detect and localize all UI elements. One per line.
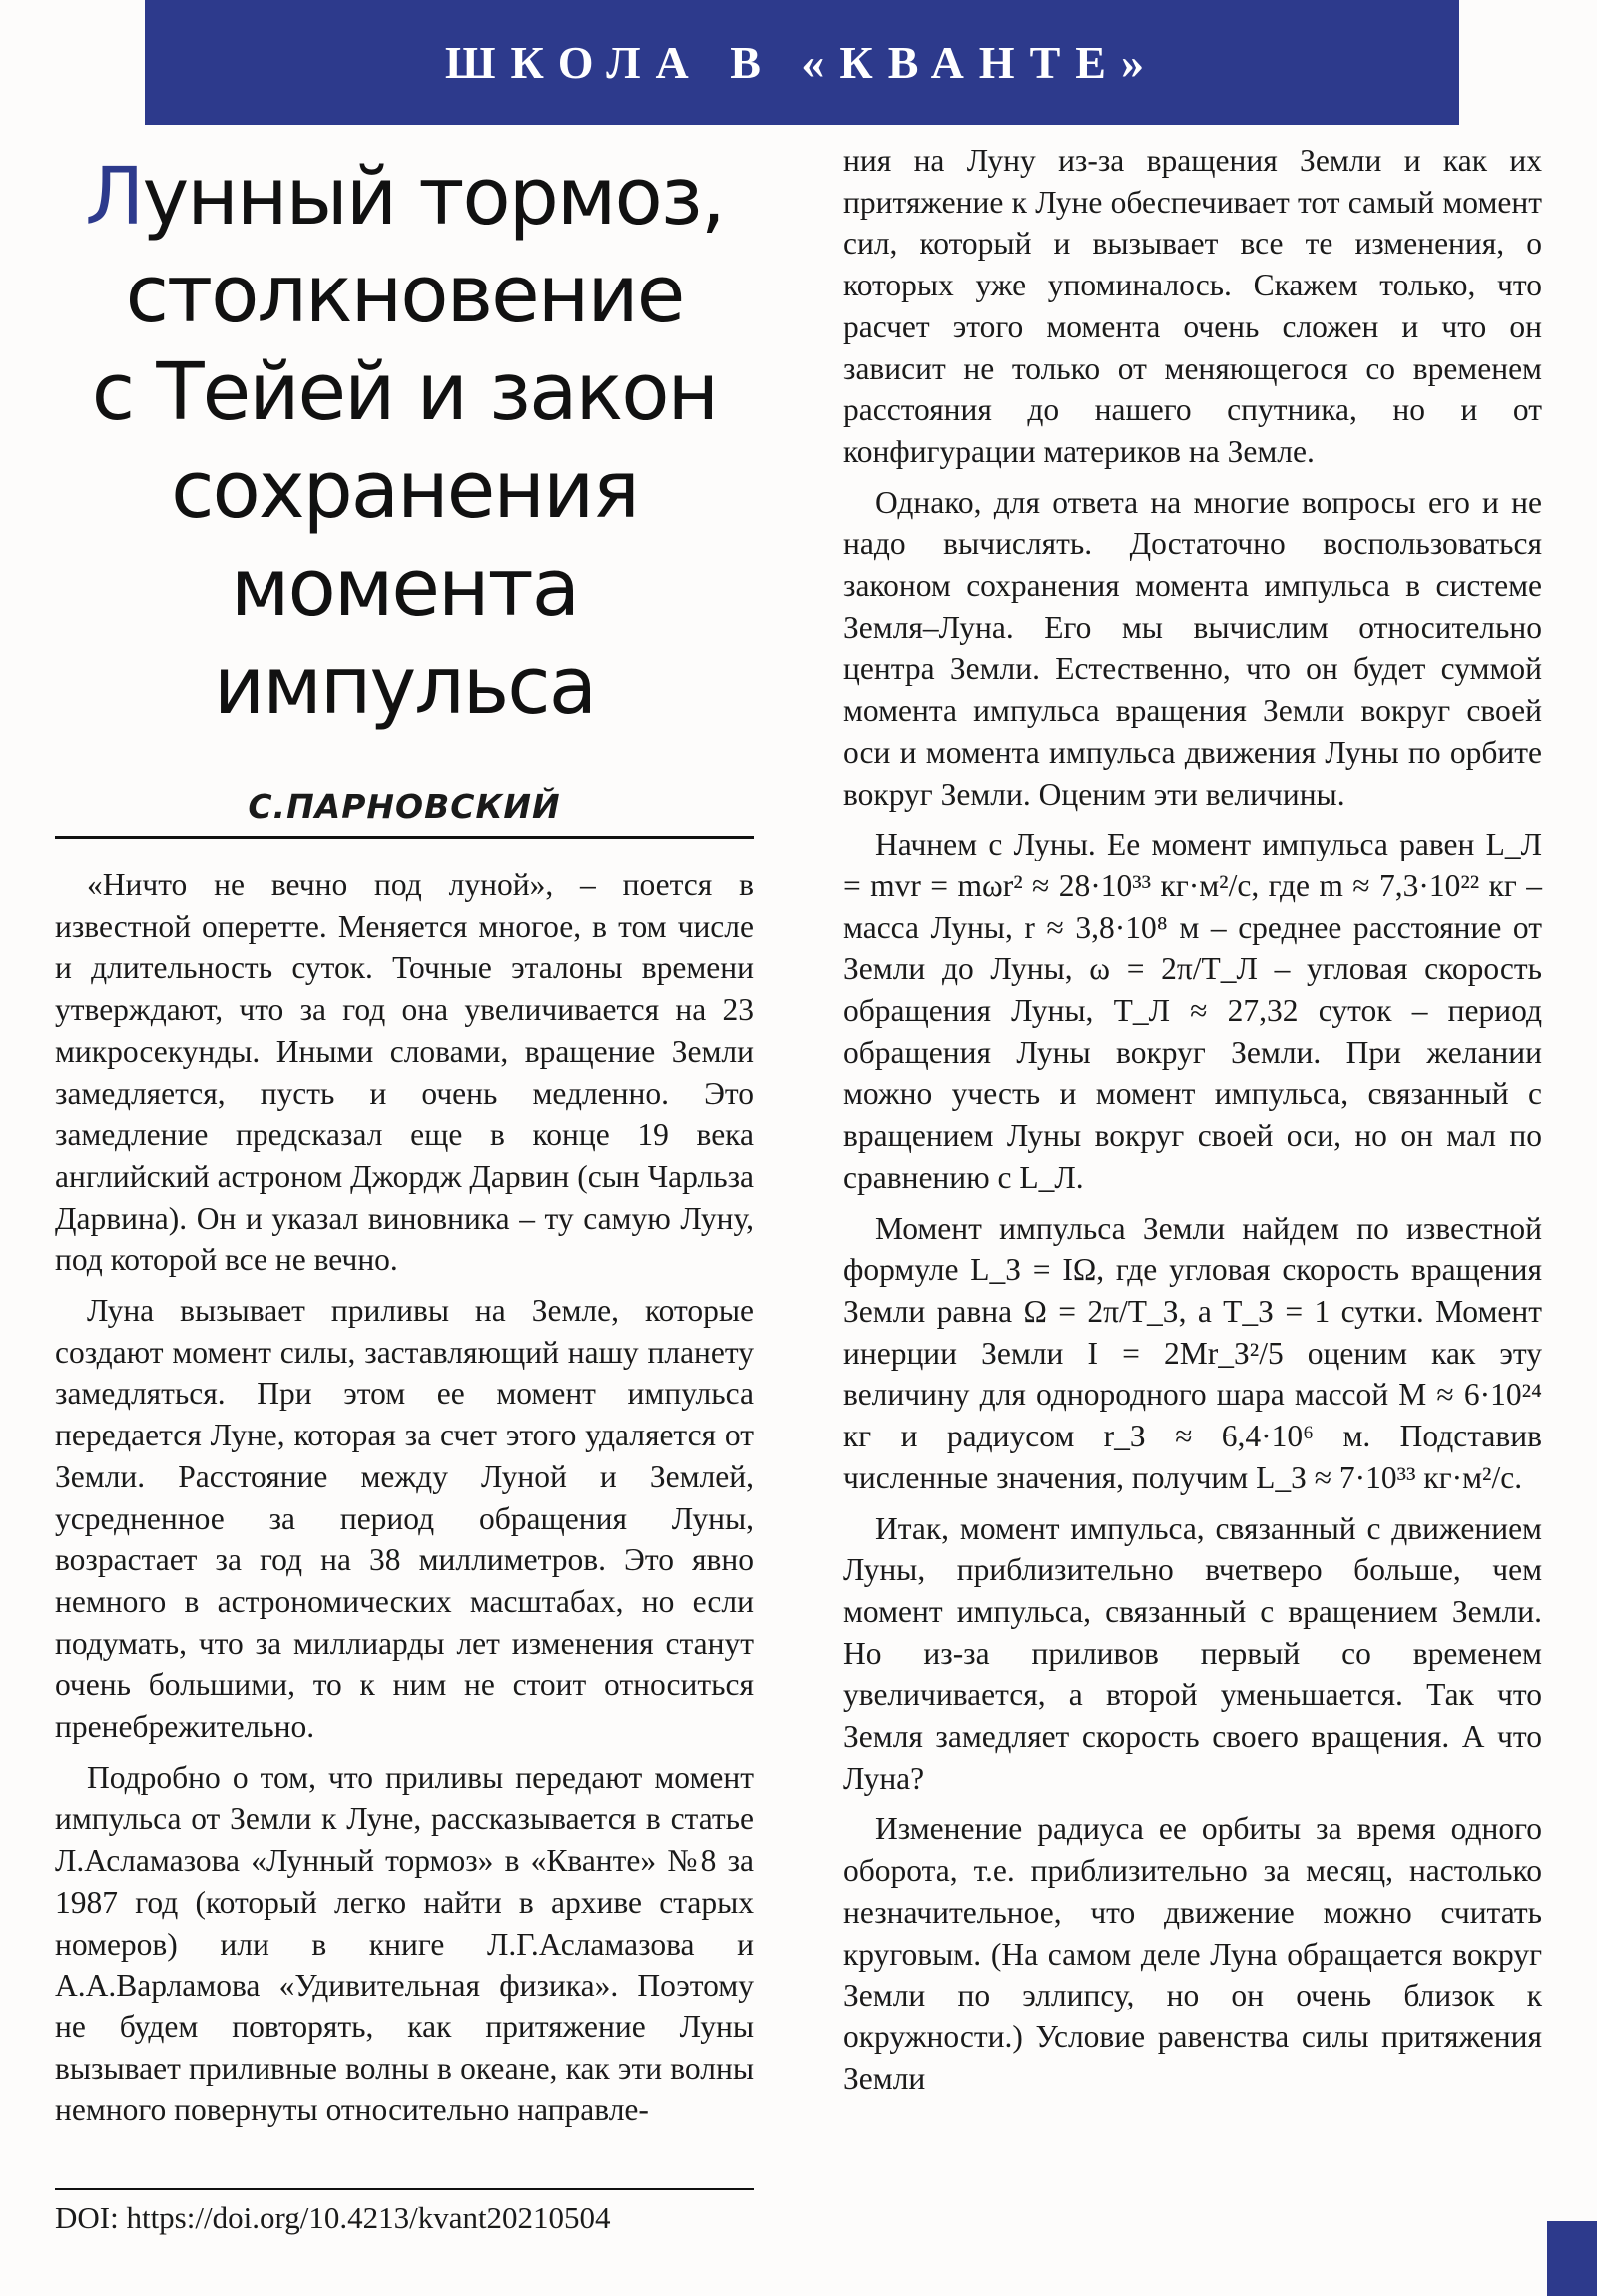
- left-column: [55, 140, 754, 2131]
- paragraph-text: «Ничто не вечно под луной», – поется в известной оперетте. Меняется многое, в том числе и длительность суток. Точные эталоны времени утверждают, что за год она увеличивается на 23 микросекунды. Иными словами, вращение Земли замедляется, пусть и очень медленно. Это замедление предсказал еще в конце 19 века английский астроном Джордж Дарвин (сын Чарльза Дарвина). Он и указал виновника – ту самую Луну, под которой все не вечно.: [55, 867, 754, 1278]
- paragraph-text: Итак, момент импульса, связанный с движением Луны, приблизительно вчетверо больше, чем момент импульса, связанный с вращением Земли. Но из-за приливов первый со временем увеличивается, а второй уменьшается. Так что Земля замедляет скорость своего вращения. А что Луна?: [843, 1510, 1542, 1796]
- title-line-4: сохранения: [171, 444, 638, 536]
- left-body: [55, 864, 754, 2131]
- paragraph-text: Однако, для ответа на многие вопросы его и не надо вычислять. Достаточно воспользоваться законом сохранения момента импульса в системе Земля–Луна. Его мы вычислим относительно центра Земли. Естественно, что он будет суммой момента импульса вращения Земли вокруг своей оси и момента импульса движения Луны по орбите вокруг Земли. Оценим эти величины.: [843, 484, 1542, 812]
- right-column: [843, 140, 1542, 2099]
- doi-link[interactable]: DOI: https://doi.org/10.4213/kvant20210504: [55, 2200, 611, 2235]
- footer-rule: [55, 2188, 754, 2190]
- paragraph-moon-momentum: [843, 824, 1542, 1198]
- paragraph-references: [55, 1757, 754, 2131]
- paragraph-text: Начнем с Луны. Ее момент импульса равен L_Л = mvr = mωr² ≈ 28·10³³ кг·м²/с, где m ≈ 7,3·10²² кг – масса Луны, r ≈ 3,8·10⁸ м – среднее расстояние от Земли до Луны, ω = 2π/T_Л – угловая скорость обращения Луны, T_Л ≈ 27,32 суток – период обращения Луны вокруг Земли. При желании можно учесть и момент импульса, связанный с вращением Луны вокруг своей оси, но он мал по сравнению с L_Л.: [843, 827, 1542, 1195]
- title-line-3: с Тейей и закон: [91, 346, 718, 438]
- title-line-5: момента импульса: [213, 542, 596, 732]
- title-line-2: столкновение: [125, 249, 684, 340]
- paragraph-text: ния на Луну из-за вращения Земли и как их притяжение к Луне обеспечивает тот самый момент сил, который и вызывает все те изменения, о которых уже упоминалось. Скажем только, что расчет этого момента очень сложен и что он зависит не только от меняющегося со временем расстояния до нашего спутника, но и от конфигурации материков на Земле.: [843, 143, 1542, 469]
- paragraph-intro: [55, 864, 754, 1281]
- paragraph-conservation: [843, 482, 1542, 816]
- paragraph-text: Изменение радиуса ее орбиты за время одного оборота, т.е. приблизительно за месяц, настолько незначительное, что движение можно считать круговым. (На самом деле Луна обращается вокруг Земли по эллипсу, но он очень близок к окружности.) Условие равенства силы притяжения Земли: [843, 1811, 1542, 2096]
- article-title: [55, 148, 754, 735]
- paragraph-earth-momentum: [843, 1208, 1542, 1499]
- paragraph-text: Момент импульса Земли найдем по известной формуле L_З = IΩ, где угловая скорость вращения Земли равна Ω = 2π/T_З, а T_З = 1 сутки. Момент инерции Земли I = 2Mr_З²/5 оценим как эту величину для однородного шара массой M ≈ 6·10²⁴ кг и радиусом r_З ≈ 6,4·10⁶ м. Подставив численные значения, получим L_З ≈ 7·10³³ кг·м²/с.: [843, 1210, 1542, 1495]
- paragraph-text: Луна вызывает приливы на Земле, которые создают момент силы, заставляющий нашу планету замедляться. При этом ее момент импульса передается Луне, которая за счет этого удаляется от Земли. Расстояние между Луной и Землей, усредненное за период обращения Луны, возрастает за год на 38 миллиметров. Это явно немного в астрономических масштабах, но если подумать, что за миллиарды лет изменения станут очень большими, то к ним не стоит относиться пренебрежительно.: [55, 1293, 754, 1745]
- title-line-1: унный тормоз,: [142, 151, 724, 243]
- paragraph-comparison: [843, 1508, 1542, 1800]
- section-banner: [145, 0, 1459, 125]
- paragraph-tides: [55, 1290, 754, 1748]
- paragraph-continuation: [843, 140, 1542, 473]
- paragraph-text: Подробно о том, что приливы передают момент импульса от Земли к Луне, рассказывается в статье Л.Асламазова «Лунный тормоз» в «Кванте» №8 за 1987 год (который легко найти в архиве старых номеров) или в книге Л.Г.Асламазова и А.А.Варламова «Удивительная физика». Поэтому не будем повторять, как притяжение Луны вызывает приливные волны в океане, как эти волны немного повернуты относительно направле-: [55, 1759, 754, 2128]
- page-corner-tab: [1547, 2221, 1597, 2296]
- section-title: ШКОЛА В «КВАНТЕ»: [445, 37, 1159, 88]
- author-name: С.ПАРНОВСКИЙ: [55, 787, 754, 839]
- paragraph-orbit: [843, 1808, 1542, 2099]
- title-initial: Л: [85, 151, 143, 243]
